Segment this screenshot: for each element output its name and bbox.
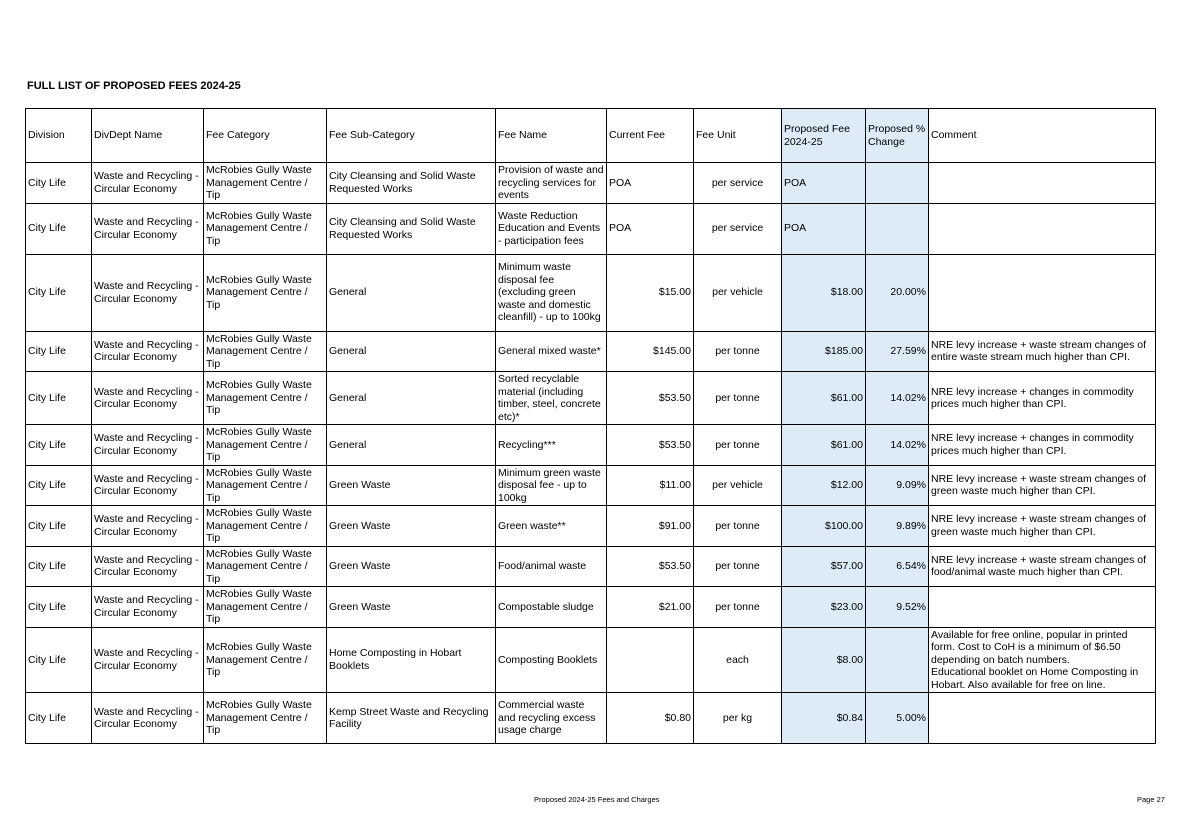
cell-fee-name: Waste Reduction Education and Events - participation fees <box>496 203 607 254</box>
table-row <box>26 254 1156 331</box>
cell-fee-unit: per tonne <box>694 506 782 547</box>
cell-fee-name: Green waste** <box>496 506 607 547</box>
cell-comment: NRE levy increase + waste stream changes of green waste much higher than CPI. <box>929 465 1156 506</box>
table-row <box>26 546 1156 587</box>
cell-proposed-fee: $61.00 <box>782 372 866 425</box>
cell-current-fee: POA <box>607 203 694 254</box>
cell-current-fee: $53.50 <box>607 372 694 425</box>
cell-proposed-fee: POA <box>782 163 866 204</box>
cell-fee-category: McRobies Gully Waste Management Centre / Tip <box>204 506 327 547</box>
cell-proposed-fee: $185.00 <box>782 331 866 372</box>
cell-fee-sub-category: City Cleansing and Solid Waste Requested Works <box>327 203 496 254</box>
cell-proposed-change <box>866 203 929 254</box>
cell-proposed-fee: $12.00 <box>782 465 866 506</box>
cell-fee-name: Provision of waste and recycling services for events <box>496 163 607 204</box>
cell-current-fee: $21.00 <box>607 587 694 628</box>
cell-fee-sub-category: Green Waste <box>327 506 496 547</box>
cell-divdept-name: Waste and Recycling - Circular Economy <box>92 546 204 587</box>
cell-division: City Life <box>26 587 92 628</box>
cell-divdept-name: Waste and Recycling - Circular Economy <box>92 465 204 506</box>
cell-fee-category: McRobies Gully Waste Management Centre / Tip <box>204 163 327 204</box>
cell-fee-sub-category: Green Waste <box>327 546 496 587</box>
table-row <box>26 587 1156 628</box>
header-fee-unit: Fee Unit <box>694 109 782 163</box>
cell-division: City Life <box>26 693 92 744</box>
table-row <box>26 425 1156 466</box>
table-row <box>26 372 1156 425</box>
cell-proposed-fee: $0.84 <box>782 693 866 744</box>
header-division: Division <box>26 109 92 163</box>
cell-fee-name: General mixed waste* <box>496 331 607 372</box>
cell-proposed-change: 20.00% <box>866 254 929 331</box>
cell-proposed-fee: $61.00 <box>782 425 866 466</box>
cell-fee-name: Minimum waste disposal fee (excluding green waste and domestic cleanfill) - up to 100kg <box>496 254 607 331</box>
cell-fee-category: McRobies Gully Waste Management Centre / Tip <box>204 372 327 425</box>
cell-fee-category: McRobies Gully Waste Management Centre / Tip <box>204 254 327 331</box>
cell-proposed-change: 9.52% <box>866 587 929 628</box>
cell-divdept-name: Waste and Recycling - Circular Economy <box>92 203 204 254</box>
cell-current-fee: $91.00 <box>607 506 694 547</box>
header-divdept-name: DivDept Name <box>92 109 204 163</box>
cell-comment: NRE levy increase + waste stream changes of green waste much higher than CPI. <box>929 506 1156 547</box>
cell-fee-unit: per tonne <box>694 372 782 425</box>
cell-proposed-change <box>866 163 929 204</box>
cell-fee-sub-category: General <box>327 372 496 425</box>
cell-division: City Life <box>26 163 92 204</box>
cell-proposed-change: 5.00% <box>866 693 929 744</box>
cell-divdept-name: Waste and Recycling - Circular Economy <box>92 372 204 425</box>
cell-fee-sub-category: Green Waste <box>327 465 496 506</box>
cell-fee-sub-category: Home Composting in Hobart Booklets <box>327 627 496 693</box>
cell-current-fee: $53.50 <box>607 425 694 466</box>
table-row <box>26 506 1156 547</box>
cell-current-fee: POA <box>607 163 694 204</box>
cell-fee-unit: per service <box>694 163 782 204</box>
header-fee-sub-category: Fee Sub-Category <box>327 109 496 163</box>
cell-fee-name: Minimum green waste disposal fee - up to 100kg <box>496 465 607 506</box>
cell-fee-unit: per vehicle <box>694 254 782 331</box>
cell-fee-sub-category: City Cleansing and Solid Waste Requested Works <box>327 163 496 204</box>
cell-fee-category: McRobies Gully Waste Management Centre / Tip <box>204 546 327 587</box>
cell-proposed-fee: $57.00 <box>782 546 866 587</box>
cell-fee-name: Sorted recyclable material (including timber, steel, concrete etc)* <box>496 372 607 425</box>
cell-fee-name: Recycling*** <box>496 425 607 466</box>
cell-comment <box>929 254 1156 331</box>
cell-divdept-name: Waste and Recycling - Circular Economy <box>92 254 204 331</box>
cell-current-fee: $53.50 <box>607 546 694 587</box>
cell-fee-name: Food/animal waste <box>496 546 607 587</box>
cell-fee-category: McRobies Gully Waste Management Centre / Tip <box>204 693 327 744</box>
cell-division: City Life <box>26 546 92 587</box>
cell-fee-unit: per tonne <box>694 587 782 628</box>
cell-fee-category: McRobies Gully Waste Management Centre / Tip <box>204 587 327 628</box>
cell-current-fee: $145.00 <box>607 331 694 372</box>
footer-page-number: Page 27 <box>1137 795 1165 804</box>
page-title: FULL LIST OF PROPOSED FEES 2024-25 <box>27 80 241 92</box>
cell-proposed-change: 9.09% <box>866 465 929 506</box>
cell-fee-sub-category: General <box>327 331 496 372</box>
cell-divdept-name: Waste and Recycling - Circular Economy <box>92 506 204 547</box>
cell-division: City Life <box>26 506 92 547</box>
cell-comment: NRE levy increase + waste stream changes of food/animal waste much higher than CPI. <box>929 546 1156 587</box>
cell-comment <box>929 587 1156 628</box>
header-proposed-change: Proposed % Change <box>866 109 929 163</box>
cell-proposed-change: 6.54% <box>866 546 929 587</box>
cell-proposed-fee: $100.00 <box>782 506 866 547</box>
cell-current-fee: $15.00 <box>607 254 694 331</box>
cell-fee-unit: per service <box>694 203 782 254</box>
header-comment: Comment <box>929 109 1156 163</box>
cell-division: City Life <box>26 372 92 425</box>
cell-proposed-change: 14.02% <box>866 372 929 425</box>
cell-proposed-change: 14.02% <box>866 425 929 466</box>
cell-fee-sub-category: General <box>327 254 496 331</box>
cell-division: City Life <box>26 425 92 466</box>
cell-comment <box>929 163 1156 204</box>
cell-fee-unit: per vehicle <box>694 465 782 506</box>
cell-division: City Life <box>26 627 92 693</box>
table-header-row <box>26 109 1156 163</box>
cell-fee-category: McRobies Gully Waste Management Centre / Tip <box>204 425 327 466</box>
cell-proposed-change: 27.59% <box>866 331 929 372</box>
cell-comment <box>929 693 1156 744</box>
footer-document-title: Proposed 2024-25 Fees and Charges <box>534 795 660 804</box>
cell-fee-category: McRobies Gully Waste Management Centre / Tip <box>204 331 327 372</box>
table-row <box>26 163 1156 204</box>
header-fee-category: Fee Category <box>204 109 327 163</box>
cell-divdept-name: Waste and Recycling - Circular Economy <box>92 587 204 628</box>
cell-fee-unit: per tonne <box>694 546 782 587</box>
table-row <box>26 331 1156 372</box>
table-row <box>26 203 1156 254</box>
cell-division: City Life <box>26 465 92 506</box>
cell-fee-category: McRobies Gully Waste Management Centre / Tip <box>204 465 327 506</box>
cell-proposed-fee: $18.00 <box>782 254 866 331</box>
cell-comment: NRE levy increase + changes in commodity prices much higher than CPI. <box>929 372 1156 425</box>
cell-divdept-name: Waste and Recycling - Circular Economy <box>92 331 204 372</box>
cell-comment: NRE levy increase + waste stream changes of entire waste stream much higher than CPI. <box>929 331 1156 372</box>
cell-division: City Life <box>26 254 92 331</box>
cell-proposed-change: 9.89% <box>866 506 929 547</box>
header-fee-name: Fee Name <box>496 109 607 163</box>
header-proposed-fee: Proposed Fee 2024-25 <box>782 109 866 163</box>
cell-current-fee: $0.80 <box>607 693 694 744</box>
cell-proposed-fee: $8.00 <box>782 627 866 693</box>
cell-division: City Life <box>26 203 92 254</box>
cell-fee-unit: per tonne <box>694 331 782 372</box>
cell-divdept-name: Waste and Recycling - Circular Economy <box>92 163 204 204</box>
cell-comment <box>929 203 1156 254</box>
table-row <box>26 465 1156 506</box>
cell-fee-unit: per tonne <box>694 425 782 466</box>
table-row <box>26 627 1156 693</box>
cell-comment: Available for free online, popular in printed form. Cost to CoH is a minimum of $6.50 depending on batch numbers. Educational booklet on Home Composting in Hobart. Also available for free on line. <box>929 627 1156 693</box>
cell-division: City Life <box>26 331 92 372</box>
cell-fee-name: Compostable sludge <box>496 587 607 628</box>
cell-fee-category: McRobies Gully Waste Management Centre / Tip <box>204 627 327 693</box>
cell-fee-unit: per kg <box>694 693 782 744</box>
cell-fee-unit: each <box>694 627 782 693</box>
cell-divdept-name: Waste and Recycling - Circular Economy <box>92 693 204 744</box>
cell-current-fee <box>607 627 694 693</box>
cell-fee-sub-category: Green Waste <box>327 587 496 628</box>
cell-proposed-change <box>866 627 929 693</box>
cell-current-fee: $11.00 <box>607 465 694 506</box>
cell-fee-sub-category: Kemp Street Waste and Recycling Facility <box>327 693 496 744</box>
cell-fee-name: Composting Booklets <box>496 627 607 693</box>
cell-proposed-fee: $23.00 <box>782 587 866 628</box>
cell-proposed-fee: POA <box>782 203 866 254</box>
cell-fee-sub-category: General <box>327 425 496 466</box>
cell-divdept-name: Waste and Recycling - Circular Economy <box>92 425 204 466</box>
cell-fee-name: Commercial waste and recycling excess usage charge <box>496 693 607 744</box>
table-row <box>26 693 1156 744</box>
fees-table <box>25 108 1156 744</box>
header-current-fee: Current Fee <box>607 109 694 163</box>
cell-divdept-name: Waste and Recycling - Circular Economy <box>92 627 204 693</box>
cell-comment: NRE levy increase + changes in commodity prices much higher than CPI. <box>929 425 1156 466</box>
cell-fee-category: McRobies Gully Waste Management Centre / Tip <box>204 203 327 254</box>
